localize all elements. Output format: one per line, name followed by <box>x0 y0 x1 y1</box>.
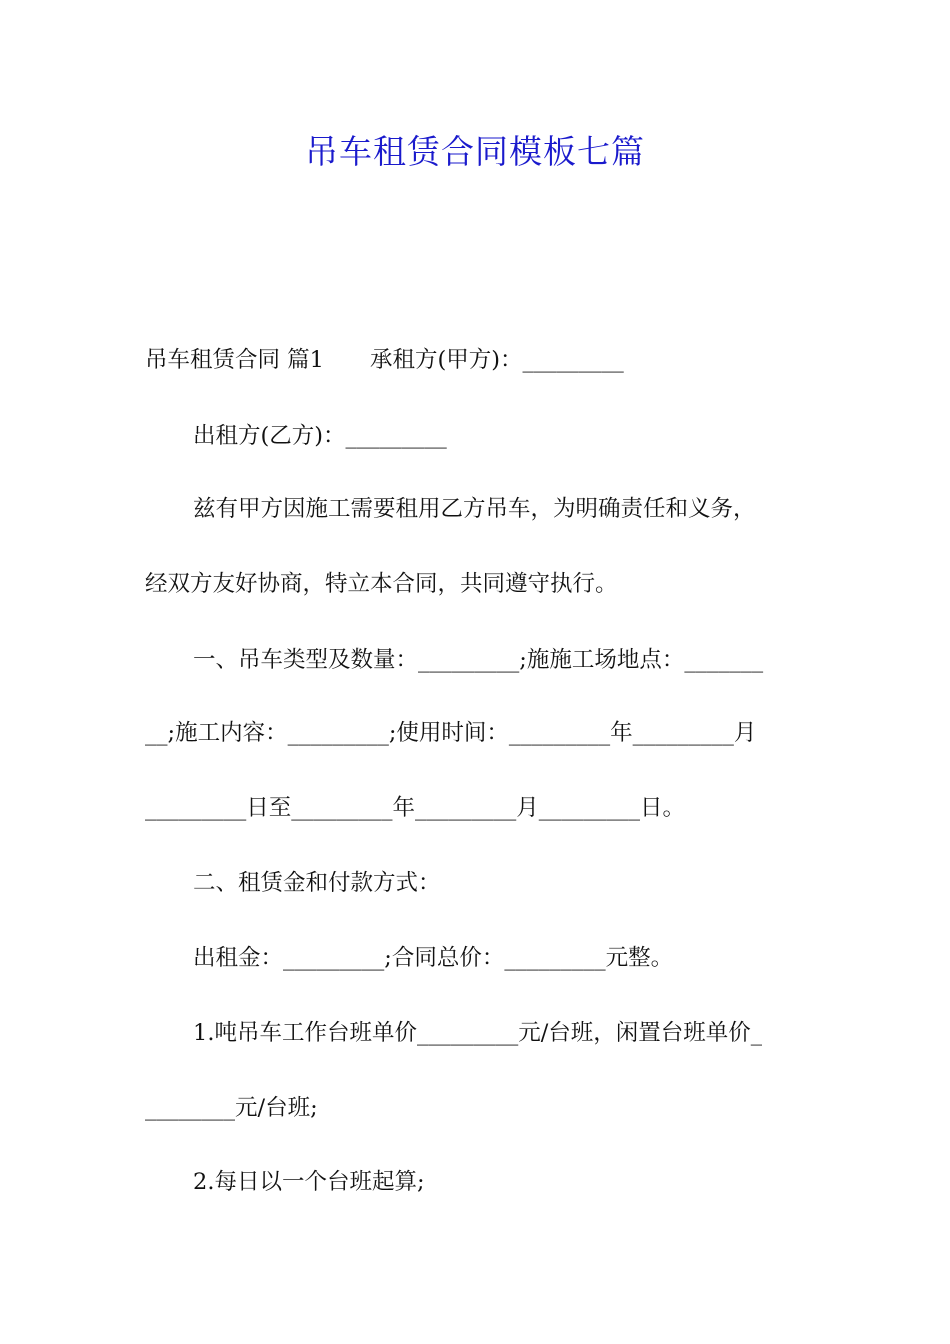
clause-1-line-2: __;施工内容：_________;使用时间：_________年_________月 <box>145 720 757 746</box>
contract-number: 吊车租赁合同 篇1 <box>145 347 324 373</box>
clause-1-line-1: 一、吊车类型及数量：_________;施施工场地点：_______ <box>193 647 764 673</box>
document-title: 吊车租赁合同模板七篇 <box>305 132 645 171</box>
clause-1-line-3: _________日至_________年_________月_________日。 <box>145 795 686 821</box>
item-1-line-2: ________元/台班; <box>145 1095 318 1121</box>
item-2-line: 2.每日以一个台班起算; <box>193 1169 425 1195</box>
rent-total-line: 出租金：_________;合同总价：_________元整。 <box>193 945 674 971</box>
contract-heading-line <box>145 345 624 375</box>
paragraph-intro-line-2: 经双方友好协商，特立本合同，共同遵守执行。 <box>145 571 618 597</box>
paragraph-intro-line-1: 兹有甲方因施工需要租用乙方吊车，为明确责任和义务， <box>193 496 756 522</box>
lessor-field: 出租方(乙方)：_________ <box>193 423 447 449</box>
item-1-line-1: 1.吨吊车工作台班单价_________元/台班，闲置台班单价_ <box>193 1020 763 1046</box>
clause-2-heading: 二、租赁金和付款方式： <box>193 870 441 896</box>
lessee-field: 承租方(甲方)：_________ <box>369 347 624 373</box>
